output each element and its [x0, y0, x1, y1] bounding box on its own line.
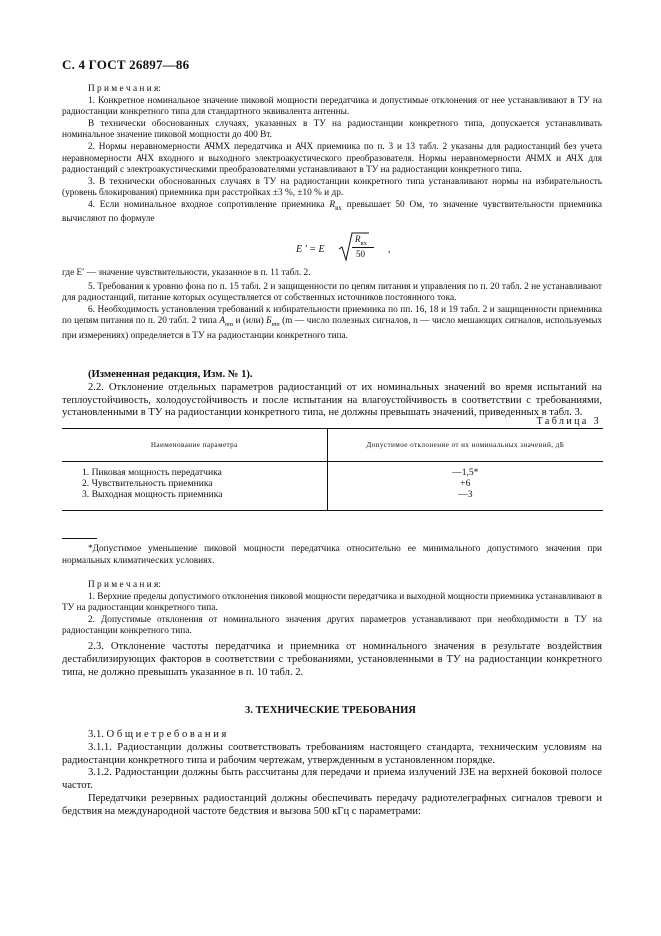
note-5: 5. Требования к уровню фона по п. 15 табл. 2 и защищенности по цепям питания и управления по п. 20 табл. 2 не устанавливают для радиостанций, питание которых осуществляется от собственных источников постоянного тока.	[62, 281, 602, 304]
note-6: 6. Необходимость установления требований к избирательности приемника по пп. 16, 18 и 19 табл. 2 и защищенности приемника по цепям питания по п. 20 табл. 2 типа $A_{mn}$ и (или) $Б_{mn}$ (m — число полезных сигналов, n — число мешающих сигналов, используемых при измерениях) определяется в ТУ на радиостанции конкретного типа.	[62, 304, 602, 341]
amendment-note: (Измененная редакция, Изм. № 1).	[88, 369, 253, 380]
formula-denominator: 50	[356, 249, 365, 259]
clause-2-2: 2.2. Отклонение отдельных параметров радиостанций от их номинальных значений во время испытаний на теплоустойчивость, холодоустойчивость и после испытания на влагоустойчивость в соответствии с требованиями, установленными в ТУ на радиостанции конкретного типа, не должны превышать значений, приведенных в табл. 3.	[62, 381, 602, 419]
note-4: 4. Если номинальное входное сопротивление приемника $R_{вх}$ превышает 50 Ом, то значение чувствительности приемника вычисляют по формуле	[62, 199, 602, 225]
clause-2-3: 2.3. Отклонение частоты передатчика и приемника от номинального значения в результате воздействия дестабилизирующих факторов в соответствии с требованиями, установленными в ТУ на радиостанции конкретного типа, не должно превышать указанное в п. 10 табл. 2.	[62, 641, 602, 678]
notes-block-2	[62, 580, 602, 638]
fraction-bar	[352, 247, 374, 248]
note-1: 1. Верхние пределы допустимого отклонения пиковой мощности передатчика и выходной мощности приемника устанавливают в ТУ на радиостанции конкретного типа.	[62, 591, 602, 614]
notes-title: П р и м е ч а н и я:	[88, 580, 161, 590]
formula-numerator: $R_{вх}$	[355, 234, 367, 247]
clause-3-1-1: 3.1.1. Радиостанции должны соответствовать требованиям настоящего стандарта, техническим условиям на радиостанции конкретного типа и рабочим чертежам, утвержденным в установленном порядке.	[62, 741, 602, 766]
clause-3-1-2-cont: Передатчики резервных радиостанций должны обеспечивать передачу радиотелеграфных сигналов тревоги и бедствия на международной частоте бедствия и вызова 500 кГц с параметрами:	[62, 792, 602, 817]
table-row: 3. Выходная мощность приемника —3	[62, 489, 603, 511]
footnote: *Допустимое уменьшение пиковой мощности передатчика относительно ее минимального допустимого значения при нормальных климатических условиях.	[62, 544, 602, 566]
note-2: 2. Нормы неравномерности АЧМХ передатчика и АЧХ приемника по п. 3 и 13 табл. 2 указаны для радиостанций без учета неравномерности АЧХ входного и выходного электроакустического преобразователя. Нормы неравномерности АЧМХ и АЧХ для радиостанций с электроакустическими преобразователями устанавливают в ТУ на радиостанции конкретного типа.	[62, 141, 602, 176]
table-3-caption: Таблица 3	[536, 416, 601, 427]
clause-2-3-block	[62, 641, 602, 679]
table-header-parameter: Наименование параметра	[62, 429, 327, 462]
table-header-deviation: Допустимое отклонение от их номинальных значений, дБ	[327, 429, 603, 462]
table-row: 1. Пиковая мощность передатчика —1,5*	[62, 462, 603, 479]
sensitivity-formula: E ′ = E $R_{вх}$ 50 ,	[296, 232, 426, 262]
section-3-body	[62, 729, 602, 819]
notes-title: П р и м е ч а н и я:	[88, 84, 161, 94]
table-row: 2. Чувствительность приемника +6	[62, 478, 603, 489]
section-3-title: 3. ТЕХНИЧЕСКИЕ ТРЕБОВАНИЯ	[245, 705, 416, 716]
subsection-3-1: 3.1. О б щ и е т р е б о в а н и я	[88, 729, 227, 740]
page-header: С. 4 ГОСТ 26897—86	[62, 57, 190, 72]
note-2: 2. Допустимые отклонения от номинального значения других параметров устанавливают при необходимости в ТУ на радиостанции конкретного типа.	[62, 614, 602, 637]
note-3: 3. В технически обоснованных случаях в ТУ на радиостанции конкретного типа устанавливают нормы на избирательность (уровень блокирования) приемника при расстройках ±3 %, ±10 % и др.	[62, 176, 602, 199]
table-3	[62, 428, 603, 511]
notes-block-1-cont	[62, 268, 602, 342]
clause-3-1-2: 3.1.2. Радиостанции должны быть рассчитаны для передачи и приема излучений J3E на верхней боковой полосе частот.	[62, 767, 602, 792]
note-1: 1. Конкретное номинальное значение пиковой мощности передатчика и допустимые отклонения от нее устанавливают в ТУ на радиостанции конкретного типа для стандартного эквивалента антенны.	[62, 95, 602, 118]
clause-2-2-block	[62, 369, 602, 420]
notes-block-1	[62, 84, 602, 226]
footnote-rule	[62, 538, 97, 539]
formula-where: где E′ — значение чувствительности, указанное в п. 11 табл. 2.	[62, 268, 311, 278]
note-1-cont: В технически обоснованных случаях, указанных в ТУ на радиостанции конкретного типа, допускается устанавливать номинальное значение пиковой мощности до 400 Вт.	[62, 118, 602, 141]
